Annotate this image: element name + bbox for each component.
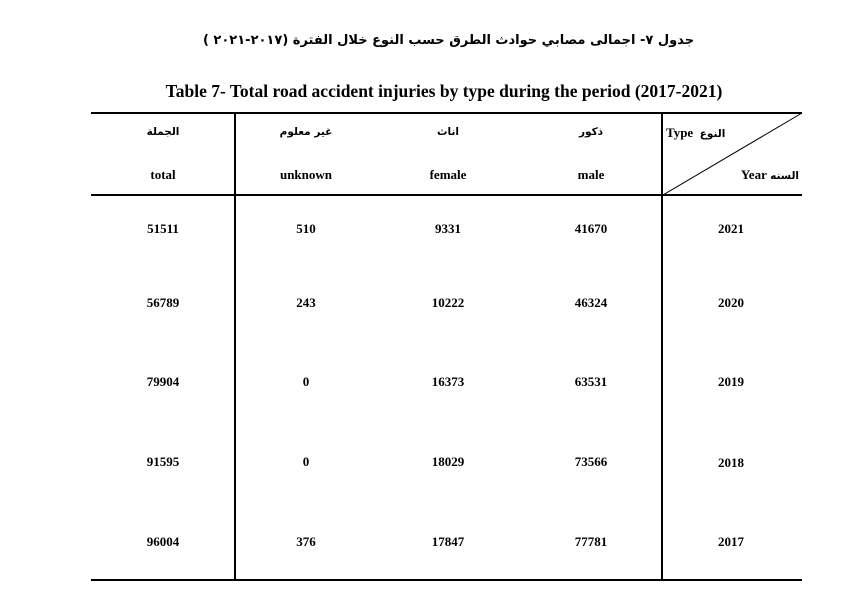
header-unknown-ar: غير معلوم — [279, 126, 333, 138]
cell-total: 91595 — [146, 454, 180, 469]
cell-unknown: 376 — [296, 534, 316, 549]
cell-unknown: 243 — [296, 295, 316, 310]
arabic-title: جدول ٧- اجمالى مصابي حوادث الطرق حسب النوع خلال الفترة (٢٠١٧-٢٠٢١ ) — [202, 33, 695, 48]
header-female-en: female — [429, 167, 467, 182]
cell-female: 16373 — [431, 374, 465, 389]
header-year-ar: السنه — [770, 170, 799, 182]
header-type-ar: النوع — [699, 128, 726, 140]
cell-total: 96004 — [146, 534, 180, 549]
header-type-en: Type — [666, 125, 694, 140]
cell-total: 79904 — [146, 374, 180, 389]
cell-male: 73566 — [574, 454, 608, 469]
header-unknown-en: unknown — [279, 167, 333, 182]
cell-unknown: 0 — [302, 454, 310, 469]
cell-total: 56789 — [146, 295, 180, 310]
cell-female: 9331 — [435, 221, 461, 236]
header-total-ar: الجملة — [146, 126, 180, 138]
header-year-en: Year — [740, 167, 767, 182]
cell-year: 2021 — [718, 221, 744, 236]
table-bottom-border — [91, 579, 802, 581]
cell-year: 2018 — [718, 455, 744, 470]
cell-male: 77781 — [574, 534, 608, 549]
cell-year: 2019 — [718, 374, 744, 389]
header-corner-type — [666, 125, 725, 141]
cell-unknown: 510 — [296, 221, 316, 236]
cell-male: 41670 — [574, 221, 608, 236]
cell-year: 2020 — [718, 295, 744, 310]
english-title: Table 7- Total road accident injuries by type during the period (2017-2021) — [165, 81, 723, 101]
header-male-ar: ذكور — [578, 126, 604, 138]
header-corner-year — [700, 167, 799, 183]
cell-unknown: 0 — [302, 374, 310, 389]
cell-year: 2017 — [718, 534, 744, 549]
cell-female: 18029 — [431, 454, 465, 469]
header-total-en: total — [150, 167, 176, 182]
column-divider-total — [234, 112, 236, 581]
cell-male: 46324 — [574, 295, 608, 310]
cell-male: 63531 — [574, 374, 608, 389]
cell-female: 17847 — [431, 534, 465, 549]
header-male-en: male — [577, 167, 605, 182]
header-female-ar: اناث — [436, 126, 460, 138]
cell-female: 10222 — [431, 295, 465, 310]
cell-total: 51511 — [147, 221, 179, 236]
